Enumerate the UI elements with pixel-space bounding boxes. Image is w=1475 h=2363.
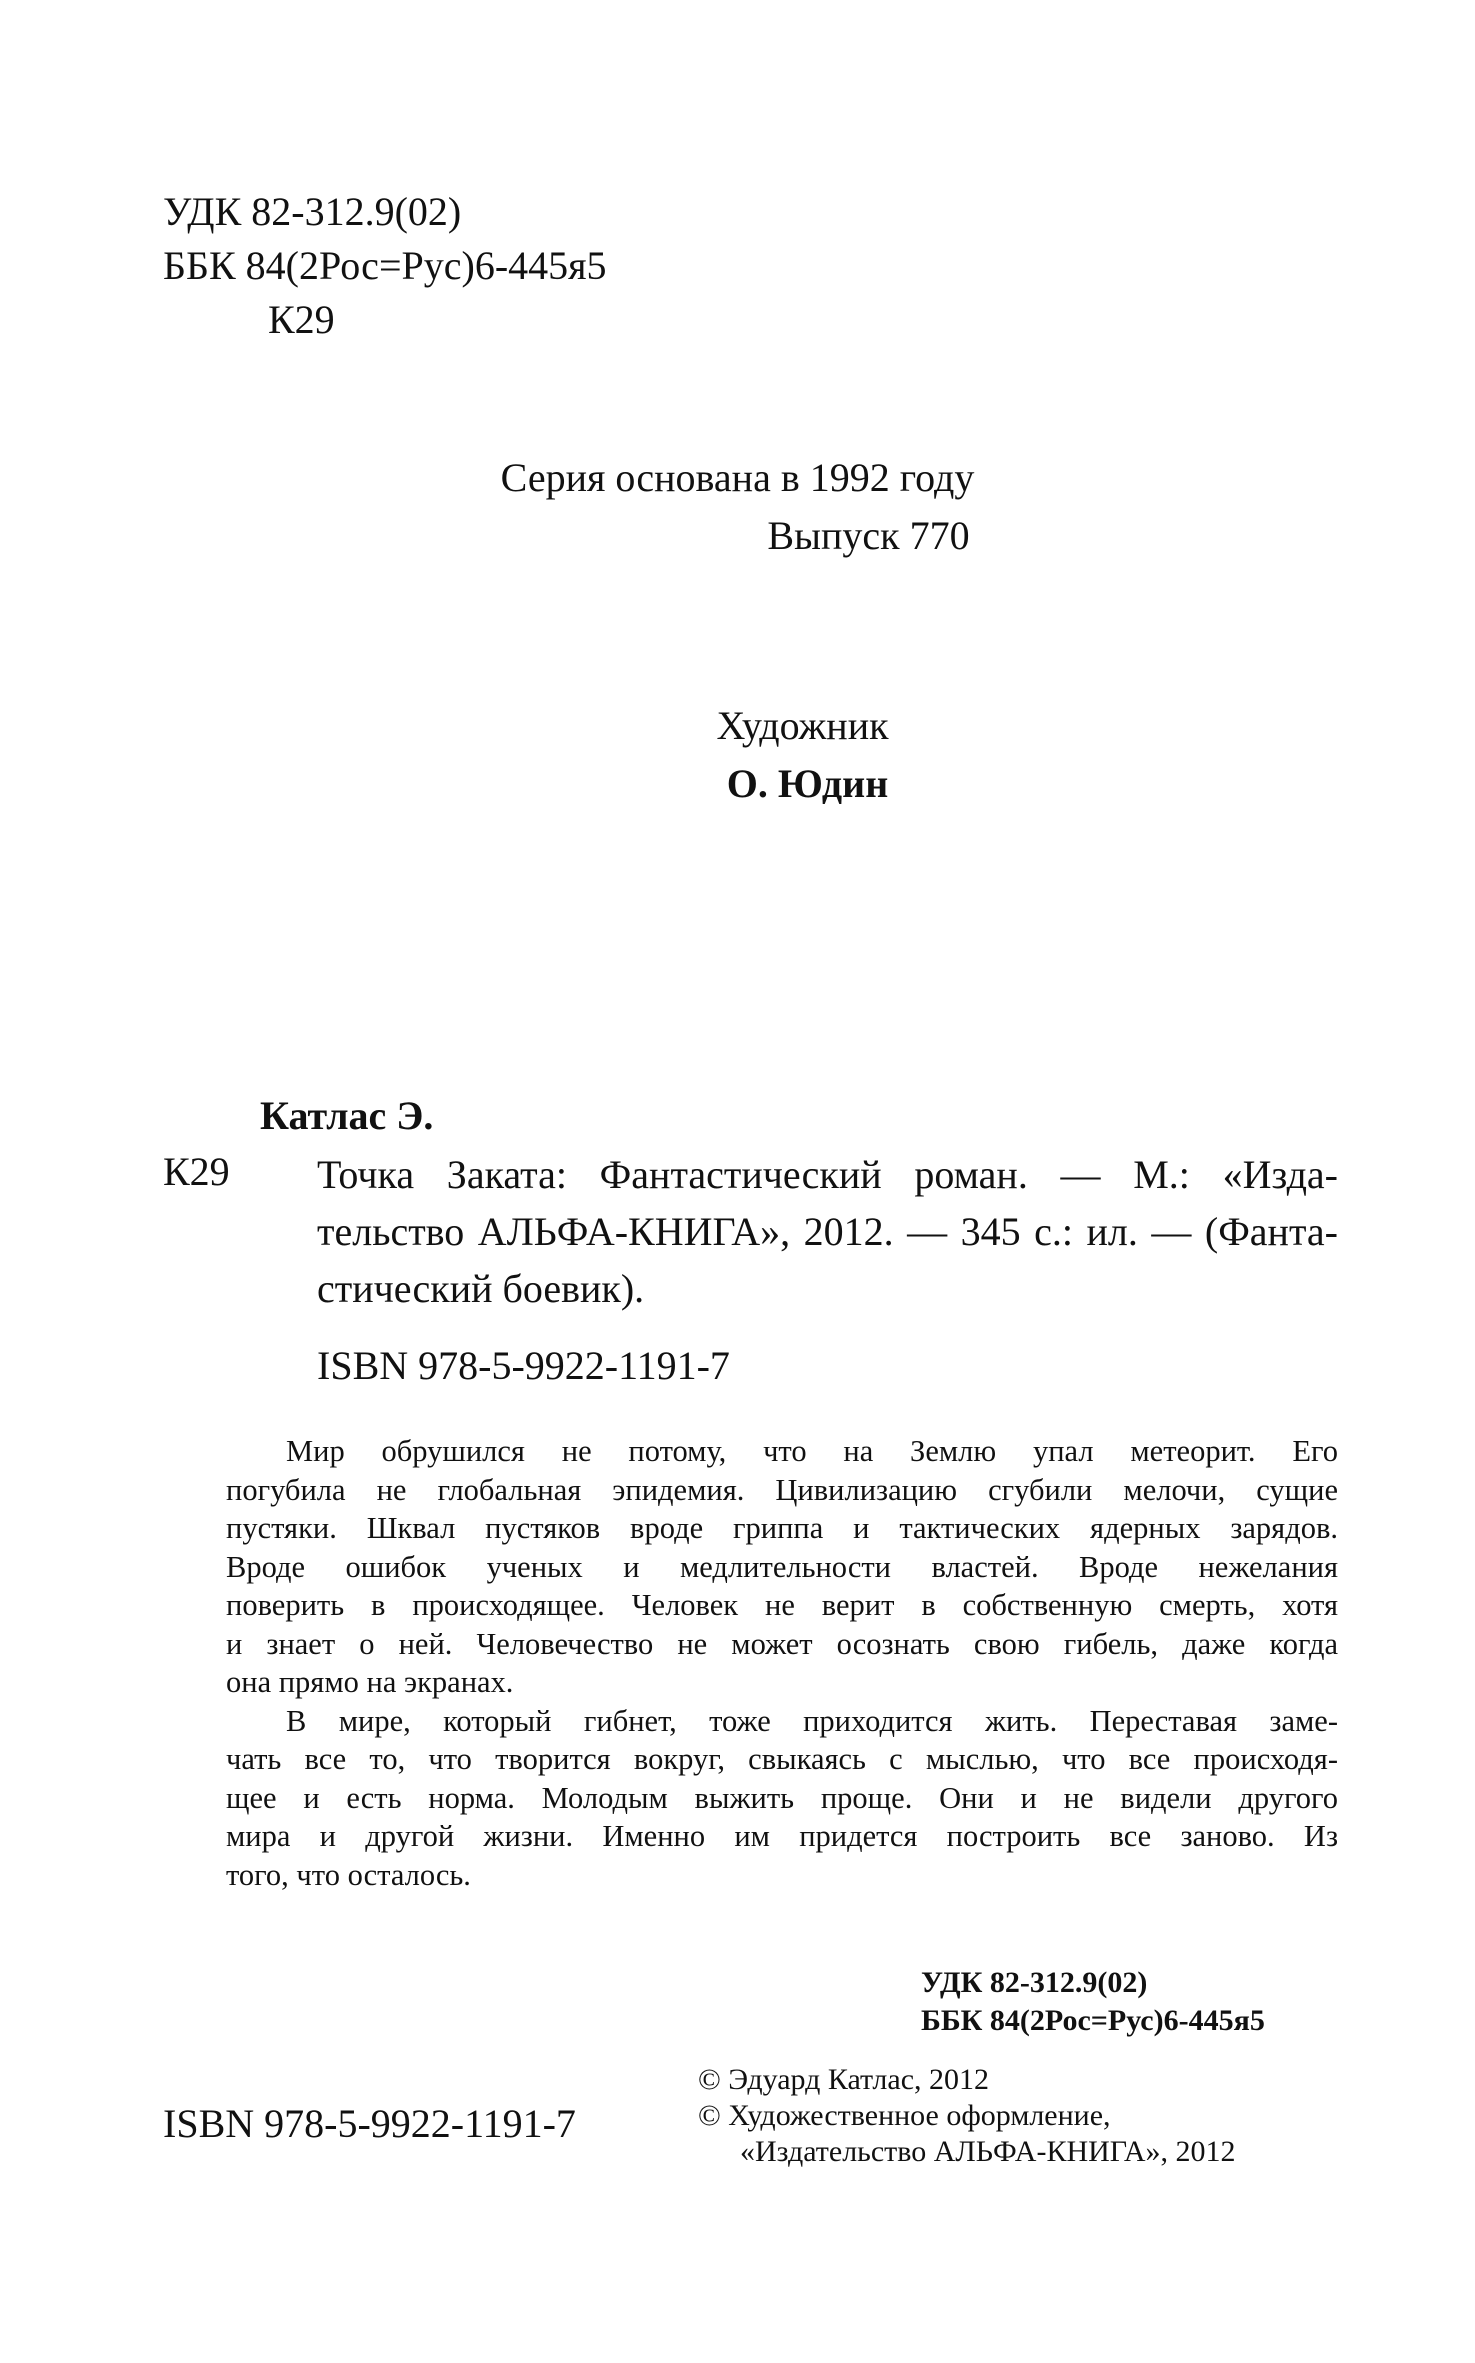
bib-isbn: ISBN 978-5-9922-1191-7 — [317, 1343, 730, 1388]
header-classification-codes — [163, 186, 607, 348]
bib-author-mark: К29 — [163, 1149, 230, 1194]
header-bbk-code: ББК 84(2Рос=Рус)6-445я5 — [163, 243, 607, 288]
bib-description-line: тельство АЛЬФА-КНИГА», 2012. — 345 с.: ил. — (Фанта- — [317, 1209, 1338, 1254]
footer-classification-codes — [921, 1964, 1265, 2040]
annotation-line: чать все то, что творится вокруг, свыкаясь с мыслью, что все происходя- — [226, 1742, 1338, 1776]
footer-isbn: ISBN 978-5-9922-1191-7 — [163, 2101, 576, 2146]
copyright-publisher: «Издательство АЛЬФА-КНИГА», 2012 — [740, 2135, 1236, 2168]
footer-udk-code: УДК 82-312.9(02) — [921, 1966, 1148, 1999]
header-udk-code: УДК 82-312.9(02) — [163, 189, 462, 234]
annotation-line: Вроде ошибок ученых и медлительности властей. Вроде нежелания — [226, 1549, 1338, 1584]
bib-description — [317, 1146, 1338, 1317]
bib-author: Катлас Э. — [260, 1093, 434, 1138]
series-issue: Выпуск 770 — [767, 513, 970, 558]
copyright-block — [698, 2061, 1236, 2169]
bib-description-line: Точка Заката: Фантастический роман. — М.: «Изда- — [317, 1152, 1338, 1197]
annotation-line: Мир обрушился не потому, что на Землю упал метеорит. Его — [286, 1434, 1338, 1468]
copyright-design: © Художественное оформление, — [698, 2099, 1111, 2132]
annotation-line: В мире, который гибнет, тоже приходится жить. Переставая заме- — [286, 1703, 1338, 1738]
artist-name: О. Юдин — [726, 761, 889, 806]
annotation-line: она прямо на экранах. — [226, 1665, 514, 1699]
annotation-line: щее и есть норма. Молодым выжить проще. Они и не видели другого — [226, 1780, 1338, 1815]
annotation-line: того, что осталось. — [226, 1857, 471, 1892]
annotation-line: пустяки. Шквал пустяков вроде гриппа и тактических ядерных зарядов. — [226, 1511, 1338, 1545]
annotation-line: поверить в происходящее. Человек не верит в собственную смерть, хотя — [226, 1588, 1338, 1622]
annotation-line: мира и другой жизни. Именно им придется построить все заново. Из — [226, 1819, 1338, 1853]
artist-info — [0, 700, 1475, 816]
annotation — [226, 1432, 1338, 1894]
header-author-mark: К29 — [268, 297, 335, 342]
series-founded: Серия основана в 1992 году — [500, 455, 975, 500]
series-info — [0, 452, 1475, 568]
copyright-author: © Эдуард Катлас, 2012 — [698, 2063, 990, 2096]
bib-description-line: стический боевик). — [317, 1266, 645, 1311]
annotation-line: погубила не глобальная эпидемия. Цивилизацию сгубили мелочи, сущие — [226, 1472, 1338, 1507]
footer-bbk-code: ББК 84(2Рос=Рус)6-445я5 — [921, 2004, 1265, 2037]
artist-label: Художник — [716, 703, 889, 748]
annotation-line: и знает о ней. Человечество не может осознать свою гибель, даже когда — [226, 1626, 1338, 1661]
